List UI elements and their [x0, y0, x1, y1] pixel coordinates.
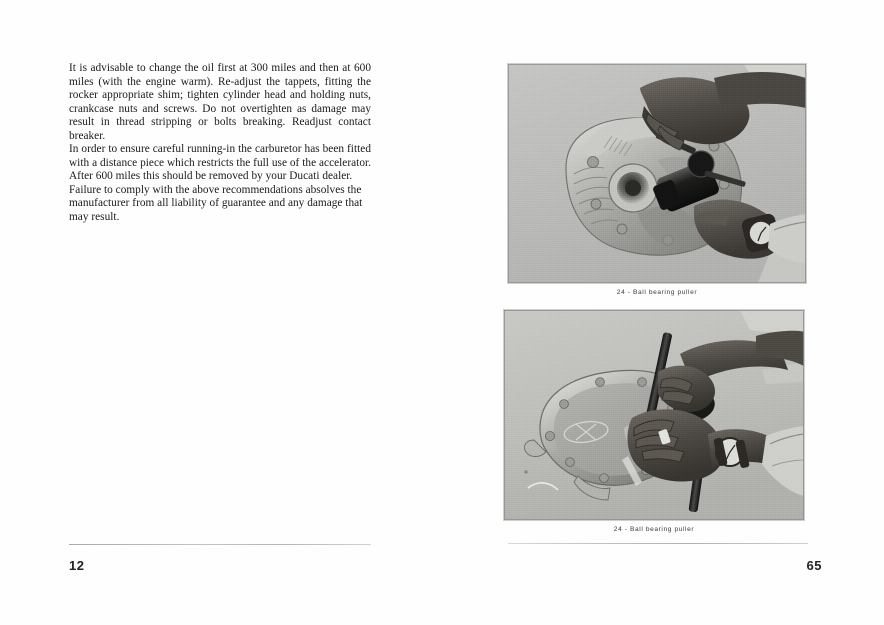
figure-caption-top: 24 - Ball bearing puller — [616, 289, 698, 296]
page-number-right: 65 — [806, 558, 822, 573]
figure-top — [508, 64, 806, 296]
ball-bearing-puller-photo-bottom — [504, 310, 804, 520]
page-number-left: 12 — [69, 558, 85, 573]
right-page — [442, 0, 884, 625]
body-text-block — [69, 62, 371, 225]
paragraph-1: It is advisable to change the oil first at 300 miles and then at 600 miles (with the engine warm). Re-adjust the tappets, fitting the rocker appropriate shim; tighten cylinder head and holding nuts, crankcase nuts and screws. Do not overtighten as damage may result in thread stripping or bolts breaking. Readjust contact breaker. — [69, 62, 371, 142]
footer-rule-left — [69, 544, 371, 545]
ball-bearing-puller-photo-top — [508, 64, 806, 283]
figure-caption-bottom: 24 - Ball bearing puller — [613, 526, 695, 533]
figure-bottom — [504, 310, 804, 533]
paragraph-3: Failure to comply with the above recommendations absolves the manufacturer from all liability of guarantee and any damage that may result. — [69, 183, 363, 224]
paragraph-2: In order to ensure careful running-in the carburetor has been fitted with a distance piece which restricts the full use of the accelerator. After 600 miles this should be removed by your Ducati dealer. — [69, 143, 371, 183]
footer-rule-right — [508, 543, 808, 544]
